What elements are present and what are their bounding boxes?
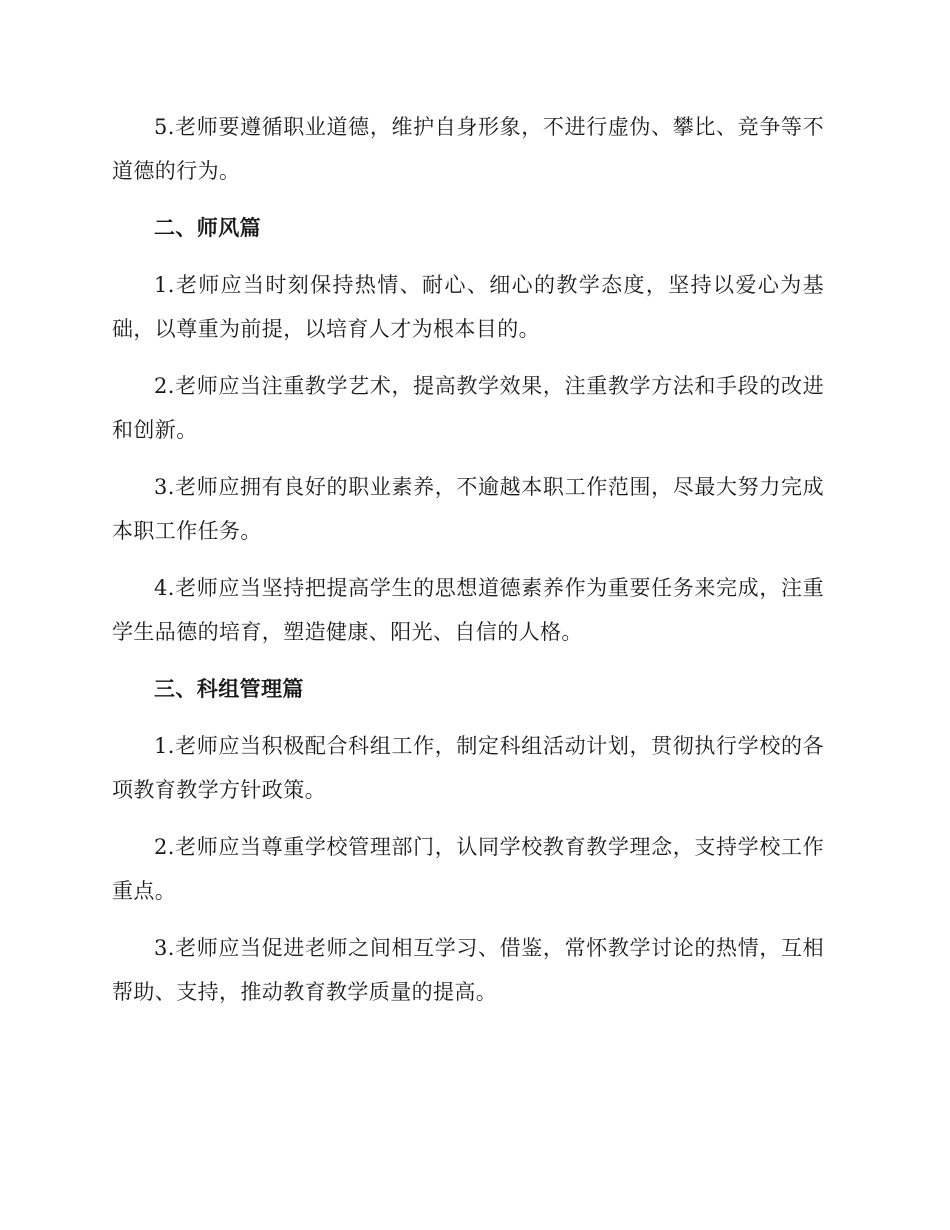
paragraph-ethics-5: 5.老师要遵循职业道德，维护自身形象，不进行虚伪、攀比、竞争等不道德的行为。: [112, 115, 824, 183]
paragraph-style-3: 3.老师应拥有良好的职业素养，不逾越本职工作范围，尽最大努力完成本职工作任务。: [112, 475, 824, 543]
paragraph-style-1: 1.老师应当时刻保持热情、耐心、细心的教学态度，坚持以爱心为基础，以尊重为前提，以培育人才为根本目的。: [112, 273, 824, 341]
paragraph-style-4: 4.老师应当坚持把提高学生的思想道德素养作为重要任务来完成，注重学生品德的培育，塑造健康、阳光、自信的人格。: [112, 576, 824, 644]
paragraph-management-2: 2.老师应当尊重学校管理部门，认同学校教育教学理念，支持学校工作重点。: [112, 835, 824, 903]
section-heading-teacher-style: 二、师风篇: [154, 216, 261, 240]
document-body: [112, 105, 824, 1027]
paragraph-management-3: 3.老师应当促进老师之间相互学习、借鉴，常怀教学讨论的热情，互相帮助、支持，推动教育教学质量的提高。: [112, 936, 824, 1004]
paragraph-management-1: 1.老师应当积极配合科组工作，制定科组活动计划，贯彻执行学校的各项教育教学方针政策。: [112, 734, 824, 802]
section-heading-group-management: 三、科组管理篇: [154, 677, 304, 701]
paragraph-style-2: 2.老师应当注重教学艺术，提高教学效果，注重教学方法和手段的改进和创新。: [112, 374, 824, 442]
